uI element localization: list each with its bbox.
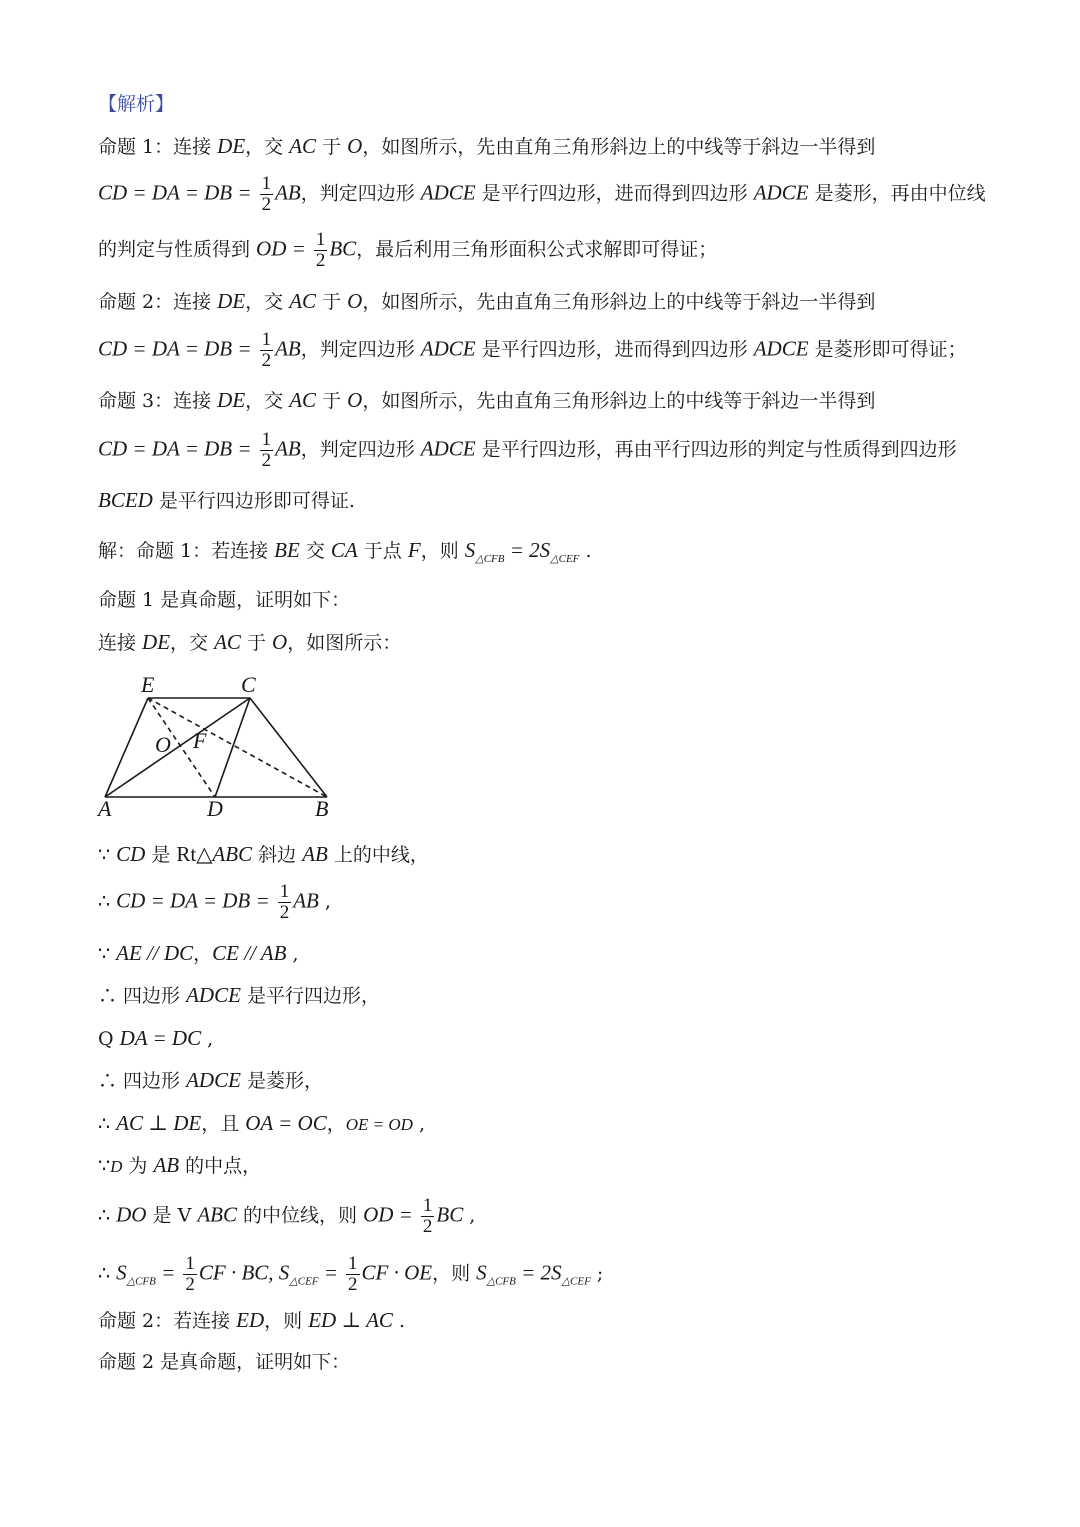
solution-line — [98, 538, 592, 571]
proof-line2 — [98, 882, 331, 923]
denominator: 2 — [261, 350, 272, 371]
label-D: D — [207, 796, 223, 820]
math: O — [272, 630, 288, 654]
text: 命题 3：连接 — [98, 390, 218, 412]
label-E: E — [141, 672, 155, 697]
subscript: △CFB — [486, 1275, 516, 1288]
text: ，且 — [201, 1113, 246, 1135]
math: AC — [289, 134, 317, 158]
math: ED ⊥ AC — [308, 1308, 393, 1332]
math: ABC — [212, 842, 253, 866]
subscript: △CEF — [550, 553, 580, 565]
text: ，最后利用三角形面积公式求解即可得证； — [356, 238, 718, 261]
math: ADCE — [420, 436, 476, 461]
fraction — [346, 1254, 360, 1295]
math: ADCE — [186, 1068, 241, 1092]
p1-line3 — [98, 230, 717, 271]
p3-line2 — [98, 430, 957, 471]
denominator: 2 — [261, 194, 272, 215]
subscript: △CFB — [475, 553, 505, 565]
proof-line8 — [98, 1153, 261, 1179]
text: ; — [590, 1262, 604, 1285]
text: ，判定四边形 — [300, 338, 421, 361]
numerator: 1 — [185, 1253, 195, 1274]
subscript: △CFB — [126, 1275, 156, 1288]
denominator: 2 — [315, 250, 326, 271]
text: 是平行四边形，进而得到四边形 — [475, 338, 754, 361]
text: ，判定四边形 — [300, 438, 421, 461]
math: F — [407, 538, 421, 562]
text: 是 V — [146, 1204, 198, 1227]
math: AB — [275, 336, 301, 361]
denominator: 2 — [348, 1274, 358, 1295]
text: ∴ — [98, 1262, 117, 1285]
math: BC — [329, 236, 357, 261]
proof-line9 — [98, 1196, 475, 1237]
text: ∵ — [98, 1155, 111, 1177]
math: ED — [236, 1308, 265, 1332]
numerator: 1 — [422, 1195, 433, 1216]
math: S — [476, 1260, 487, 1285]
text: . — [392, 1310, 406, 1332]
math: AC — [289, 289, 317, 313]
fraction — [278, 882, 292, 923]
text: , — [463, 1204, 476, 1227]
text: 的中位线，则 — [237, 1204, 364, 1227]
text: ，如图所示，先由直角三角形斜边上的中线等于斜边一半得到 — [362, 291, 876, 313]
text: ∴ 四边形 — [98, 1070, 187, 1092]
math: ADCE — [753, 336, 809, 361]
text: 是 — [145, 844, 177, 866]
math: AC — [214, 630, 241, 654]
math: DE — [142, 630, 171, 654]
text: 上的中线， — [327, 844, 429, 866]
text: 于 — [316, 390, 348, 412]
text: ，判定四边形 — [300, 182, 421, 205]
proof-line6 — [98, 1068, 323, 1093]
math: AE // DC — [116, 941, 194, 965]
text: 的中点， — [179, 1155, 262, 1177]
math: DE — [217, 134, 246, 158]
text: , — [318, 890, 331, 913]
text: 命题 2：连接 — [98, 291, 218, 313]
text: , — [201, 1028, 214, 1050]
text: 的判定与性质得到 — [98, 238, 257, 261]
proof-line1 — [98, 842, 429, 867]
math: DE — [217, 388, 246, 412]
math: DO — [116, 1202, 147, 1227]
math: = — [318, 1260, 338, 1285]
math: CD = DA = DB = — [98, 336, 252, 361]
text: 是平行四边形， — [240, 985, 380, 1007]
numerator: 1 — [261, 173, 272, 194]
connect-line — [98, 630, 401, 655]
label-A: A — [98, 796, 112, 820]
math: BC — [436, 1202, 464, 1227]
fraction — [314, 230, 328, 271]
true-statement-1: 命题 1 是真命题，证明如下： — [98, 589, 351, 611]
math: ADCE — [753, 180, 809, 205]
text: ，交 — [245, 136, 290, 158]
math: OD = — [363, 1202, 413, 1227]
text: 斜边 — [252, 844, 303, 866]
text: ，如图所示，先由直角三角形斜边上的中线等于斜边一半得到 — [362, 390, 876, 412]
math: AC — [289, 388, 317, 412]
label-F: F — [193, 728, 207, 753]
text: ，如图所示： — [287, 632, 402, 654]
math: = — [155, 1260, 176, 1285]
math: = 2S — [515, 1260, 562, 1285]
math: O — [347, 134, 363, 158]
text: ∴ 四边形 — [98, 985, 187, 1007]
math: AB — [293, 888, 319, 913]
math: = 2S — [504, 538, 551, 562]
fraction — [421, 1196, 435, 1237]
numerator: 1 — [279, 881, 290, 902]
math: BE — [274, 538, 300, 562]
text: ，交 — [245, 390, 290, 412]
text: ，交 — [245, 291, 290, 313]
denominator: 2 — [185, 1274, 195, 1295]
subscript: △CEF — [289, 1275, 319, 1288]
math: AB — [275, 436, 301, 461]
proof-line4 — [98, 983, 380, 1008]
numerator: 1 — [315, 229, 326, 250]
text: ，则 — [420, 540, 465, 562]
p1-line1 — [98, 134, 875, 159]
denominator: 2 — [261, 450, 272, 471]
label-C: C — [241, 672, 256, 697]
math: ADCE — [186, 983, 241, 1007]
math: AB — [153, 1153, 180, 1177]
text: ∵ — [98, 844, 117, 866]
geometry-figure — [95, 670, 345, 820]
text: 于点 — [357, 540, 408, 562]
text: ， — [193, 943, 213, 965]
text: 于 — [240, 632, 273, 654]
math: ADCE — [420, 336, 476, 361]
math: DA = DC — [119, 1026, 202, 1050]
fraction — [260, 174, 274, 215]
text: ，则 — [264, 1310, 309, 1332]
label-O: O — [155, 732, 171, 757]
numerator: 1 — [261, 429, 272, 450]
text: 命题 2：若连接 — [98, 1310, 237, 1332]
numerator: 1 — [348, 1253, 358, 1274]
p2-line1 — [98, 289, 875, 314]
fraction — [183, 1254, 197, 1295]
text: ∴ — [98, 1204, 117, 1227]
math: ABC — [197, 1202, 237, 1227]
text: 是平行四边形，进而得到四边形 — [475, 182, 754, 205]
text: Q — [98, 1028, 120, 1050]
text: . — [579, 540, 592, 562]
math: CD = DA = DB = — [98, 436, 252, 461]
text: , — [286, 943, 299, 965]
text: ，则 — [432, 1262, 477, 1285]
segment-CB — [250, 698, 327, 797]
proof-line7 — [98, 1111, 425, 1137]
math: S — [464, 538, 476, 562]
math: CD — [116, 842, 146, 866]
subscript: △CEF — [561, 1275, 591, 1288]
text: ，交 — [170, 632, 215, 654]
true-statement-2: 命题 2 是真命题，证明如下： — [98, 1351, 351, 1373]
numerator: 1 — [261, 329, 272, 350]
math: BCED — [98, 488, 153, 512]
math: CA — [330, 538, 358, 562]
math: D — [110, 1157, 123, 1176]
fraction — [260, 330, 274, 371]
text: ∵ — [98, 943, 117, 965]
math: OD = — [256, 236, 306, 261]
math: S — [116, 1260, 127, 1285]
segment-DC — [215, 698, 250, 797]
text: 于 — [316, 291, 348, 313]
p2-line2 — [98, 330, 967, 371]
label-B: B — [315, 796, 329, 820]
p3-line1 — [98, 388, 875, 413]
p3-line3 — [98, 488, 355, 513]
text: 命题 1：连接 — [98, 136, 218, 158]
math: DE — [217, 289, 246, 313]
math: CD = DA = DB = — [116, 888, 270, 913]
text: 是平行四边形即可得证. — [152, 490, 355, 512]
math: OE = OD — [345, 1115, 413, 1134]
proof-line10 — [98, 1254, 603, 1295]
text: ， — [326, 1113, 346, 1135]
text: 是菱形， — [240, 1070, 323, 1092]
p1-line2 — [98, 174, 986, 215]
math: ADCE — [420, 180, 476, 205]
text: ，如图所示，先由直角三角形斜边上的中线等于斜边一半得到 — [362, 136, 876, 158]
text: ∴ — [98, 890, 117, 913]
math: CF · BC, S — [198, 1260, 290, 1285]
proof-line5 — [98, 1026, 213, 1051]
math: AB — [302, 842, 328, 866]
text: ∴ — [98, 1113, 117, 1135]
math: O — [347, 289, 363, 313]
text: 交 — [299, 540, 331, 562]
math: AB — [275, 180, 301, 205]
math: AC ⊥ DE — [116, 1111, 202, 1135]
analysis-header: 【解析】 — [98, 93, 175, 115]
math: CF · OE — [361, 1260, 433, 1285]
text: 连接 — [98, 632, 143, 654]
math: O — [347, 388, 363, 412]
text: , — [412, 1113, 426, 1135]
fraction — [260, 430, 274, 471]
text: 解：命题 1：若连接 — [98, 540, 275, 562]
prop2-line — [98, 1308, 405, 1333]
denominator: 2 — [279, 902, 290, 923]
segment-EB-dashed — [148, 698, 327, 797]
math: CE // AB — [212, 941, 287, 965]
text: 于 — [316, 136, 348, 158]
text: 是菱形即可得证； — [808, 338, 967, 361]
math: Rt△ — [176, 842, 213, 866]
math: CD = DA = DB = — [98, 180, 252, 205]
denominator: 2 — [422, 1216, 433, 1237]
text: 是菱形，再由中位线 — [808, 182, 986, 205]
text: 是平行四边形，再由平行四边形的判定与性质得到四边形 — [475, 438, 957, 461]
text: 为 — [122, 1155, 154, 1177]
proof-line3 — [98, 941, 299, 966]
math: OA = OC — [245, 1111, 327, 1135]
